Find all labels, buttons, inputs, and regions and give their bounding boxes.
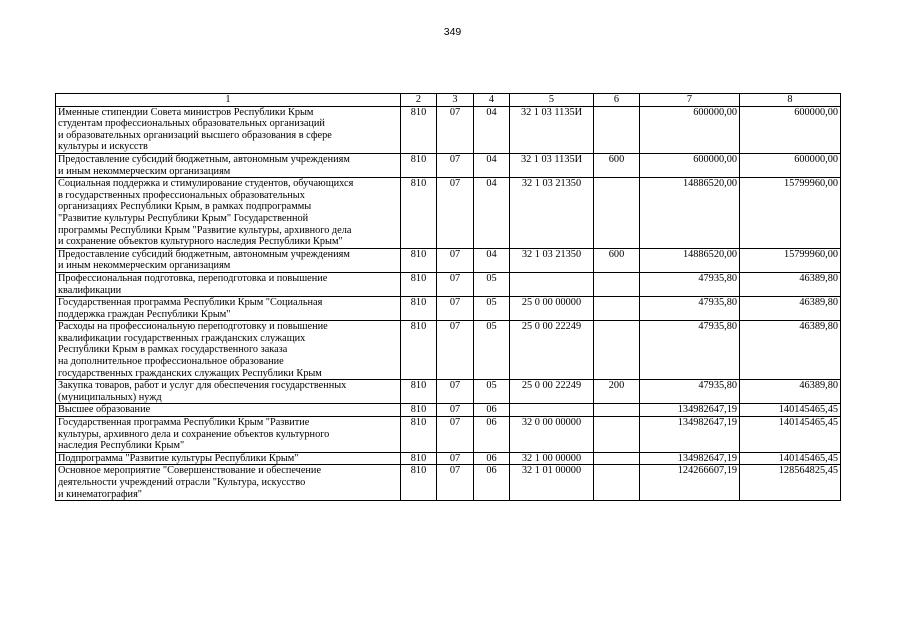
row-description: Социальная поддержка и стимулирование студентов, обучающихся в государственных профессиональных образовательных организациях Республики Крым, в рамках подпрограммы "Развитие культуры Республики Крым" Государственной программы Республики Крым "Развитие культуры, архивного дела и сохранение объектов культурного наследия Республики Крым" [56, 178, 401, 249]
row-code-expense-type [594, 417, 640, 453]
row-code-expense-type [594, 297, 640, 321]
row-code-target: 32 1 03 21350 [510, 178, 594, 249]
row-code-ministry: 810 [401, 380, 437, 404]
row-code-target: 32 0 00 00000 [510, 417, 594, 453]
table-row [56, 178, 841, 249]
row-code-section: 07 [437, 106, 474, 153]
row-code-expense-type [594, 106, 640, 153]
row-amount-year-1: 134982647,19 [640, 417, 740, 453]
table-row [56, 465, 841, 501]
table-row [56, 272, 841, 296]
row-description: Именные стипендии Совета министров Республики Крым студентам профессиональных образовательных организаций и образовательных организаций высшего образования в сфере культуры и искусств [56, 106, 401, 153]
row-code-section: 07 [437, 248, 474, 272]
table-row [56, 321, 841, 380]
table-row [56, 404, 841, 417]
header-cell: 3 [437, 94, 474, 107]
row-code-target [510, 404, 594, 417]
row-code-subsection: 04 [474, 106, 510, 153]
table-header-row [56, 94, 841, 107]
row-code-section: 07 [437, 321, 474, 380]
row-description: Государственная программа Республики Крым "Развитие культуры, архивного дела и сохранение объектов культурного наследия Республики Крым" [56, 417, 401, 453]
row-code-expense-type: 200 [594, 380, 640, 404]
row-code-expense-type: 600 [594, 248, 640, 272]
table-row [56, 417, 841, 453]
table-body [56, 106, 841, 501]
row-code-ministry: 810 [401, 153, 437, 177]
row-code-section: 07 [437, 153, 474, 177]
row-code-ministry: 810 [401, 465, 437, 501]
row-description: Закупка товаров, работ и услуг для обеспечения государственных (муниципальных) нужд [56, 380, 401, 404]
row-amount-year-2: 140145465,45 [740, 417, 841, 453]
row-amount-year-1: 600000,00 [640, 106, 740, 153]
row-code-target: 32 1 00 00000 [510, 452, 594, 465]
row-description: Предоставление субсидий бюджетным, автономным учреждениям и иным некоммерческим организациям [56, 153, 401, 177]
table-row [56, 380, 841, 404]
header-cell: 2 [401, 94, 437, 107]
row-code-subsection: 05 [474, 297, 510, 321]
row-amount-year-1: 47935,80 [640, 321, 740, 380]
row-amount-year-2: 46389,80 [740, 380, 841, 404]
row-code-ministry: 810 [401, 178, 437, 249]
row-amount-year-2: 46389,80 [740, 297, 841, 321]
row-code-expense-type [594, 272, 640, 296]
row-code-subsection: 06 [474, 452, 510, 465]
row-amount-year-1: 14886520,00 [640, 248, 740, 272]
header-cell: 7 [640, 94, 740, 107]
row-code-section: 07 [437, 272, 474, 296]
row-amount-year-2: 46389,80 [740, 272, 841, 296]
header-cell: 1 [56, 94, 401, 107]
row-code-target: 32 1 01 00000 [510, 465, 594, 501]
row-amount-year-2: 140145465,45 [740, 452, 841, 465]
row-code-subsection: 06 [474, 404, 510, 417]
row-amount-year-2: 128564825,45 [740, 465, 841, 501]
row-amount-year-1: 47935,80 [640, 297, 740, 321]
row-code-expense-type [594, 404, 640, 417]
row-code-target: 32 1 03 1135И [510, 153, 594, 177]
table-row [56, 452, 841, 465]
row-description: Подпрограмма "Развитие культуры Республики Крым" [56, 452, 401, 465]
row-code-subsection: 05 [474, 272, 510, 296]
row-description: Основное мероприятие "Совершенствование и обеспечение деятельности учреждений отрасли "Культура, искусство и кинематография" [56, 465, 401, 501]
row-amount-year-2: 15799960,00 [740, 248, 841, 272]
row-code-section: 07 [437, 380, 474, 404]
row-description: Предоставление субсидий бюджетным, автономным учреждениям и иным некоммерческим организациям [56, 248, 401, 272]
budget-table [55, 93, 841, 501]
row-code-section: 07 [437, 465, 474, 501]
row-code-expense-type [594, 465, 640, 501]
row-amount-year-2: 46389,80 [740, 321, 841, 380]
row-code-target: 32 1 03 1135И [510, 106, 594, 153]
header-cell: 5 [510, 94, 594, 107]
row-code-section: 07 [437, 404, 474, 417]
table-row [56, 248, 841, 272]
row-code-expense-type [594, 321, 640, 380]
header-cell: 6 [594, 94, 640, 107]
row-amount-year-1: 14886520,00 [640, 178, 740, 249]
row-code-ministry: 810 [401, 321, 437, 380]
row-amount-year-1: 47935,80 [640, 380, 740, 404]
row-description: Расходы на профессиональную переподготовку и повышение квалификации государственных гражданских служащих Республики Крым в рамках государственного заказа на дополнительное профессиональное образование государственных гражданских служащих Республики Крым [56, 321, 401, 380]
row-code-subsection: 05 [474, 380, 510, 404]
table-row [56, 297, 841, 321]
row-code-section: 07 [437, 452, 474, 465]
row-amount-year-2: 600000,00 [740, 106, 841, 153]
row-code-expense-type: 600 [594, 153, 640, 177]
table-row [56, 153, 841, 177]
row-code-expense-type [594, 452, 640, 465]
row-amount-year-1: 124266607,19 [640, 465, 740, 501]
header-cell: 4 [474, 94, 510, 107]
row-code-expense-type [594, 178, 640, 249]
row-code-ministry: 810 [401, 297, 437, 321]
row-amount-year-1: 134982647,19 [640, 452, 740, 465]
row-description: Профессиональная подготовка, переподготовка и повышение квалификации [56, 272, 401, 296]
row-code-subsection: 04 [474, 153, 510, 177]
header-cell: 8 [740, 94, 841, 107]
row-code-section: 07 [437, 417, 474, 453]
row-code-subsection: 04 [474, 248, 510, 272]
row-code-target: 25 0 00 22249 [510, 380, 594, 404]
row-code-target [510, 272, 594, 296]
row-code-subsection: 06 [474, 417, 510, 453]
row-code-ministry: 810 [401, 452, 437, 465]
row-code-target: 25 0 00 00000 [510, 297, 594, 321]
row-code-ministry: 810 [401, 272, 437, 296]
row-code-ministry: 810 [401, 417, 437, 453]
row-code-subsection: 04 [474, 178, 510, 249]
row-code-subsection: 06 [474, 465, 510, 501]
row-code-ministry: 810 [401, 106, 437, 153]
row-description: Государственная программа Республики Крым "Социальная поддержка граждан Республики Крым" [56, 297, 401, 321]
row-amount-year-1: 600000,00 [640, 153, 740, 177]
row-code-ministry: 810 [401, 404, 437, 417]
table-row [56, 106, 841, 153]
row-amount-year-2: 15799960,00 [740, 178, 841, 249]
row-code-subsection: 05 [474, 321, 510, 380]
row-amount-year-1: 134982647,19 [640, 404, 740, 417]
row-code-section: 07 [437, 297, 474, 321]
page-number: 349 [443, 26, 462, 38]
row-amount-year-2: 600000,00 [740, 153, 841, 177]
row-code-target: 25 0 00 22249 [510, 321, 594, 380]
row-amount-year-1: 47935,80 [640, 272, 740, 296]
row-description: Высшее образование [56, 404, 401, 417]
row-code-section: 07 [437, 178, 474, 249]
row-code-target: 32 1 03 21350 [510, 248, 594, 272]
row-amount-year-2: 140145465,45 [740, 404, 841, 417]
row-code-ministry: 810 [401, 248, 437, 272]
